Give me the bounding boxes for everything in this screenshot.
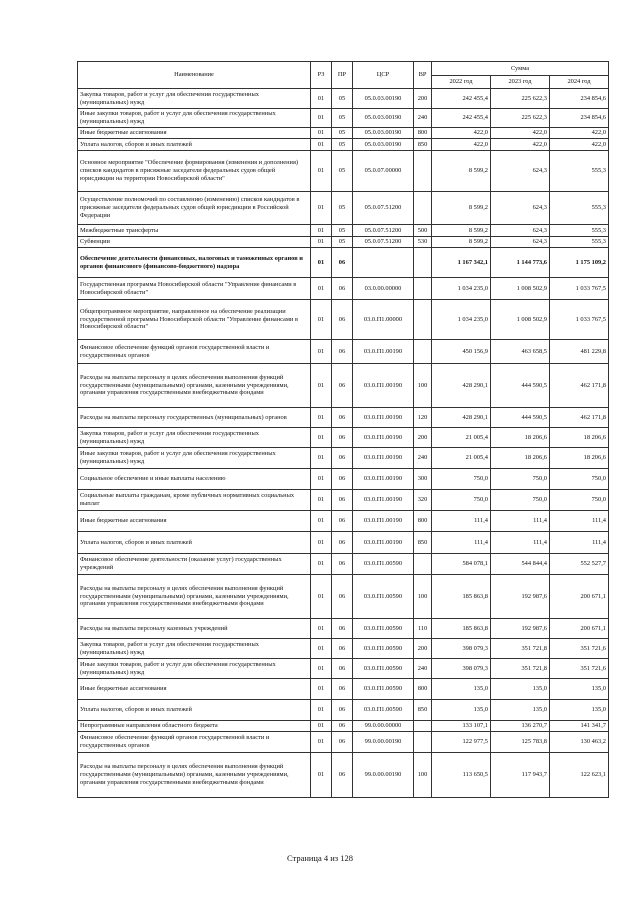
cell-y3: 141 341,7 (550, 721, 609, 732)
cell-y1: 135,0 (432, 700, 491, 721)
cell-y2: 225 622,3 (491, 89, 550, 109)
cell-y2: 225 622,3 (491, 109, 550, 128)
cell-y2: 111,4 (491, 511, 550, 532)
cell-y3: 552 527,7 (550, 554, 609, 575)
page-number: Страница 4 из 128 (286, 853, 354, 863)
cell-pr: 06 (332, 490, 353, 511)
table-row (78, 248, 609, 278)
cell-csr: 03.0.П1.00190 (353, 364, 414, 408)
cell-y2: 624,3 (491, 237, 550, 248)
table-row (78, 340, 609, 364)
cell-csr: 03.0.П1.00190 (353, 469, 414, 490)
cell-vr: 530 (414, 237, 432, 248)
cell-name: Государственная программа Новосибирской области "Управление финансами в Новосибирской области" (78, 278, 311, 300)
cell-y3: 234 854,6 (550, 89, 609, 109)
cell-y3: 422,0 (550, 139, 609, 151)
table-row (78, 448, 609, 469)
cell-name: Общепрограммное мероприятие, направленное на обеспечение реализации государственной программы Новосибирской области "Управление финансами в Новосибирской области" (78, 300, 311, 340)
cell-pr: 06 (332, 248, 353, 278)
cell-y2: 192 987,6 (491, 619, 550, 639)
cell-y1: 1 034 235,0 (432, 278, 491, 300)
cell-csr: 99.0.00.00190 (353, 753, 414, 798)
cell-y3: 462 171,8 (550, 364, 609, 408)
cell-name: Финансовое обеспечение функций органов государственной власти и государственных органов (78, 732, 311, 753)
cell-y2: 351 721,8 (491, 639, 550, 659)
cell-vr (414, 300, 432, 340)
cell-vr (414, 278, 432, 300)
cell-y1: 8 599,2 (432, 151, 491, 192)
cell-vr: 200 (414, 428, 432, 448)
cell-name: Расходы на выплаты персоналу государственных (муниципальных) органов (78, 408, 311, 428)
cell-vr: 240 (414, 448, 432, 469)
table-row (78, 139, 609, 151)
cell-pr: 06 (332, 278, 353, 300)
table-row (78, 278, 609, 300)
cell-name: Финансовое обеспечение деятельности (оказание услуг) государственных учреждений (78, 554, 311, 575)
cell-pr: 05 (332, 89, 353, 109)
budget-table (77, 61, 609, 798)
cell-vr: 110 (414, 619, 432, 639)
cell-vr: 320 (414, 490, 432, 511)
cell-rz: 01 (311, 278, 332, 300)
cell-vr (414, 192, 432, 225)
cell-rz: 01 (311, 721, 332, 732)
cell-y2: 117 943,7 (491, 753, 550, 798)
cell-csr: 03.0.00.00000 (353, 278, 414, 300)
cell-vr (414, 732, 432, 753)
cell-pr: 06 (332, 732, 353, 753)
cell-pr: 06 (332, 469, 353, 490)
cell-csr: 03.0.П1.00190 (353, 490, 414, 511)
cell-y3: 135,0 (550, 700, 609, 721)
cell-y3: 135,0 (550, 679, 609, 700)
table-row (78, 532, 609, 554)
cell-csr: 05.0.07.51200 (353, 192, 414, 225)
cell-vr: 850 (414, 532, 432, 554)
cell-y2: 351 721,8 (491, 659, 550, 679)
cell-y1: 422,0 (432, 139, 491, 151)
cell-name: Субвенции (78, 237, 311, 248)
cell-csr: 03.0.П1.00190 (353, 532, 414, 554)
cell-name: Уплата налогов, сборов и иных платежей (78, 139, 311, 151)
cell-csr: 03.0.П1.00590 (353, 575, 414, 619)
cell-csr: 03.0.П1.00590 (353, 659, 414, 679)
cell-csr: 03.0.П1.00190 (353, 448, 414, 469)
cell-pr: 06 (332, 428, 353, 448)
cell-y3: 555,3 (550, 237, 609, 248)
cell-name: Межбюджетные трансферты (78, 225, 311, 237)
cell-rz: 01 (311, 192, 332, 225)
cell-csr: 05.0.03.00190 (353, 109, 414, 128)
cell-rz: 01 (311, 659, 332, 679)
cell-rz: 01 (311, 700, 332, 721)
cell-y1: 133 107,1 (432, 721, 491, 732)
cell-y3: 555,3 (550, 151, 609, 192)
cell-y1: 135,0 (432, 679, 491, 700)
cell-pr: 06 (332, 532, 353, 554)
table-row (78, 490, 609, 511)
cell-y3: 111,4 (550, 532, 609, 554)
cell-rz: 01 (311, 139, 332, 151)
header-sums: Сумма (432, 62, 609, 76)
cell-csr: 03.0.П1.00190 (353, 428, 414, 448)
cell-y2: 192 987,6 (491, 575, 550, 619)
cell-vr: 800 (414, 511, 432, 532)
cell-pr: 06 (332, 659, 353, 679)
cell-y2: 422,0 (491, 139, 550, 151)
table-row (78, 554, 609, 575)
cell-rz: 01 (311, 109, 332, 128)
cell-csr: 03.0.П1.00590 (353, 700, 414, 721)
cell-name: Иные закупки товаров, работ и услуг для обеспечения государственных (муниципальных) нужд (78, 109, 311, 128)
cell-name: Уплата налогов, сборов и иных платежей (78, 532, 311, 554)
cell-name: Основное мероприятие "Обеспечение формирования (изменения и дополнения) списков кандидатов в присяжные заседатели федеральных судов общей юрисдикции на территории Новосибирской области" (78, 151, 311, 192)
cell-name: Осуществление полномочий по составлению (изменению) списков кандидатов в присяжные заседатели федеральных судов общей юрисдикции в Российской Федерации (78, 192, 311, 225)
cell-y3: 481 229,8 (550, 340, 609, 364)
cell-pr: 05 (332, 139, 353, 151)
cell-rz: 01 (311, 732, 332, 753)
cell-y2: 444 590,5 (491, 364, 550, 408)
cell-name: Уплата налогов, сборов и иных платежей (78, 700, 311, 721)
cell-pr: 05 (332, 237, 353, 248)
table-row (78, 721, 609, 732)
cell-rz: 01 (311, 428, 332, 448)
cell-vr: 500 (414, 225, 432, 237)
cell-name: Социальное обеспечение и иные выплаты населению (78, 469, 311, 490)
cell-csr: 03.0.П1.00000 (353, 300, 414, 340)
cell-csr: 03.0.П1.00190 (353, 340, 414, 364)
table-row (78, 732, 609, 753)
cell-name: Иные бюджетные ассигнования (78, 679, 311, 700)
cell-y3: 200 671,1 (550, 619, 609, 639)
cell-pr: 06 (332, 721, 353, 732)
cell-y1: 750,0 (432, 490, 491, 511)
cell-name: Закупка товаров, работ и услуг для обеспечения государственных (муниципальных) нужд (78, 639, 311, 659)
table-row (78, 659, 609, 679)
cell-rz: 01 (311, 575, 332, 619)
cell-y1: 584 078,1 (432, 554, 491, 575)
cell-vr (414, 248, 432, 278)
table-row (78, 300, 609, 340)
table-row (78, 619, 609, 639)
cell-y1: 242 455,4 (432, 89, 491, 109)
cell-pr: 06 (332, 575, 353, 619)
cell-rz: 01 (311, 753, 332, 798)
cell-y3: 234 854,6 (550, 109, 609, 128)
cell-y2: 463 658,5 (491, 340, 550, 364)
cell-y1: 21 005,4 (432, 428, 491, 448)
cell-rz: 01 (311, 679, 332, 700)
cell-csr: 05.0.03.00190 (353, 139, 414, 151)
cell-pr: 06 (332, 408, 353, 428)
cell-rz: 01 (311, 511, 332, 532)
table-row (78, 89, 609, 109)
cell-vr (414, 340, 432, 364)
cell-y1: 398 079,3 (432, 659, 491, 679)
cell-y1: 750,0 (432, 469, 491, 490)
cell-y1: 398 079,3 (432, 639, 491, 659)
cell-y3: 1 033 767,5 (550, 300, 609, 340)
header-name: Наименование (78, 62, 311, 89)
cell-pr: 06 (332, 448, 353, 469)
cell-csr: 03.0.П1.00190 (353, 511, 414, 532)
table-row (78, 225, 609, 237)
cell-y2: 422,0 (491, 128, 550, 139)
cell-y1: 422,0 (432, 128, 491, 139)
cell-vr: 240 (414, 659, 432, 679)
cell-y1: 1 167 342,1 (432, 248, 491, 278)
cell-y1: 450 156,9 (432, 340, 491, 364)
cell-rz: 01 (311, 300, 332, 340)
cell-rz: 01 (311, 151, 332, 192)
cell-csr: 99.0.00.00190 (353, 732, 414, 753)
cell-pr: 06 (332, 300, 353, 340)
cell-vr: 100 (414, 753, 432, 798)
cell-pr: 05 (332, 225, 353, 237)
cell-y3: 18 206,6 (550, 448, 609, 469)
table-row (78, 511, 609, 532)
cell-y2: 1 008 502,9 (491, 278, 550, 300)
cell-y1: 8 599,2 (432, 225, 491, 237)
cell-name: Закупка товаров, работ и услуг для обеспечения государственных (муниципальных) нужд (78, 428, 311, 448)
table-row (78, 700, 609, 721)
cell-vr: 120 (414, 408, 432, 428)
cell-rz: 01 (311, 237, 332, 248)
cell-pr: 06 (332, 639, 353, 659)
cell-rz: 01 (311, 619, 332, 639)
cell-rz: 01 (311, 639, 332, 659)
cell-y2: 135,0 (491, 700, 550, 721)
cell-y2: 136 270,7 (491, 721, 550, 732)
cell-vr: 100 (414, 364, 432, 408)
cell-y3: 462 171,8 (550, 408, 609, 428)
cell-pr: 06 (332, 619, 353, 639)
header-rz: РЗ (311, 62, 332, 89)
cell-vr: 240 (414, 109, 432, 128)
cell-y1: 111,4 (432, 511, 491, 532)
cell-csr: 05.0.03.00190 (353, 89, 414, 109)
header-year-2024: 2024 год (550, 76, 609, 89)
table-row (78, 109, 609, 128)
cell-y2: 111,4 (491, 532, 550, 554)
cell-y2: 18 206,6 (491, 448, 550, 469)
cell-vr: 100 (414, 575, 432, 619)
table-row (78, 428, 609, 448)
cell-pr: 06 (332, 679, 353, 700)
cell-vr: 850 (414, 700, 432, 721)
cell-pr: 06 (332, 753, 353, 798)
cell-pr: 06 (332, 554, 353, 575)
cell-y3: 18 206,6 (550, 428, 609, 448)
cell-pr: 06 (332, 364, 353, 408)
cell-vr: 200 (414, 639, 432, 659)
cell-y3: 1 175 109,2 (550, 248, 609, 278)
cell-y2: 1 144 773,6 (491, 248, 550, 278)
cell-pr: 06 (332, 340, 353, 364)
table-row (78, 364, 609, 408)
cell-y2: 544 844,4 (491, 554, 550, 575)
cell-rz: 01 (311, 448, 332, 469)
cell-y2: 624,3 (491, 151, 550, 192)
cell-name: Иные закупки товаров, работ и услуг для обеспечения государственных (муниципальных) нужд (78, 659, 311, 679)
cell-y3: 1 033 767,5 (550, 278, 609, 300)
cell-name: Финансовое обеспечение функций органов государственной власти и государственных органов (78, 340, 311, 364)
cell-name: Иные бюджетные ассигнования (78, 511, 311, 532)
table-row (78, 753, 609, 798)
cell-y3: 555,3 (550, 225, 609, 237)
cell-vr (414, 554, 432, 575)
cell-y1: 21 005,4 (432, 448, 491, 469)
table-row (78, 237, 609, 248)
cell-pr: 05 (332, 128, 353, 139)
table-row (78, 639, 609, 659)
cell-pr: 06 (332, 700, 353, 721)
cell-rz: 01 (311, 225, 332, 237)
table-body (78, 89, 609, 798)
cell-csr (353, 248, 414, 278)
table-row (78, 151, 609, 192)
cell-csr: 03.0.П1.00190 (353, 408, 414, 428)
cell-y1: 428 290,1 (432, 364, 491, 408)
cell-vr (414, 151, 432, 192)
cell-csr: 05.0.07.51200 (353, 225, 414, 237)
cell-vr: 200 (414, 89, 432, 109)
cell-name: Расходы на выплаты персоналу казенных учреждений (78, 619, 311, 639)
cell-y1: 8 599,2 (432, 237, 491, 248)
cell-y2: 444 590,5 (491, 408, 550, 428)
cell-y3: 351 721,6 (550, 659, 609, 679)
cell-y3: 351 721,6 (550, 639, 609, 659)
table-header (78, 62, 609, 89)
cell-name: Иные бюджетные ассигнования (78, 128, 311, 139)
cell-rz: 01 (311, 554, 332, 575)
cell-rz: 01 (311, 128, 332, 139)
cell-y2: 750,0 (491, 490, 550, 511)
cell-name: Расходы на выплаты персоналу в целях обеспечения выполнения функций государственными (муниципальными) органами, казенными учреждениями, органами управления государственными внебюджетными фондами (78, 753, 311, 798)
cell-y1: 185 863,8 (432, 619, 491, 639)
cell-name: Социальные выплаты гражданам, кроме публичных нормативных социальных выплат (78, 490, 311, 511)
cell-y2: 135,0 (491, 679, 550, 700)
cell-y1: 113 650,5 (432, 753, 491, 798)
cell-y3: 111,4 (550, 511, 609, 532)
cell-vr: 300 (414, 469, 432, 490)
table-row (78, 128, 609, 139)
cell-y2: 624,3 (491, 192, 550, 225)
cell-y2: 125 783,8 (491, 732, 550, 753)
cell-name: Закупка товаров, работ и услуг для обеспечения государственных (муниципальных) нужд (78, 89, 311, 109)
cell-pr: 05 (332, 151, 353, 192)
header-pr: ПР (332, 62, 353, 89)
cell-y1: 185 863,8 (432, 575, 491, 619)
cell-y3: 422,0 (550, 128, 609, 139)
cell-y1: 122 977,5 (432, 732, 491, 753)
cell-rz: 01 (311, 364, 332, 408)
cell-y3: 750,0 (550, 490, 609, 511)
cell-pr: 05 (332, 109, 353, 128)
cell-y2: 750,0 (491, 469, 550, 490)
cell-name: Непрограммные направления областного бюджета (78, 721, 311, 732)
cell-y3: 130 463,2 (550, 732, 609, 753)
cell-rz: 01 (311, 408, 332, 428)
header-vr: ВР (414, 62, 432, 89)
cell-pr: 05 (332, 192, 353, 225)
cell-y1: 242 455,4 (432, 109, 491, 128)
cell-vr: 850 (414, 139, 432, 151)
cell-name: Расходы на выплаты персоналу в целях обеспечения выполнения функций государственными (муниципальными) органами, казенными учреждениями, органами управления государственными внебюджетными фондами (78, 575, 311, 619)
cell-rz: 01 (311, 89, 332, 109)
table-row (78, 575, 609, 619)
cell-rz: 01 (311, 490, 332, 511)
cell-csr: 03.0.П1.00590 (353, 554, 414, 575)
header-year-2023: 2023 год (491, 76, 550, 89)
cell-y3: 750,0 (550, 469, 609, 490)
cell-rz: 01 (311, 532, 332, 554)
cell-y3: 122 623,1 (550, 753, 609, 798)
header-csr: ЦСР (353, 62, 414, 89)
cell-vr: 800 (414, 679, 432, 700)
cell-pr: 06 (332, 511, 353, 532)
cell-name: Иные закупки товаров, работ и услуг для обеспечения государственных (муниципальных) нужд (78, 448, 311, 469)
cell-csr: 03.0.П1.00590 (353, 639, 414, 659)
cell-vr (414, 721, 432, 732)
table-row (78, 408, 609, 428)
header-year-2022: 2022 год (432, 76, 491, 89)
cell-y2: 624,3 (491, 225, 550, 237)
cell-csr: 05.0.07.00000 (353, 151, 414, 192)
cell-csr: 05.0.03.00190 (353, 128, 414, 139)
cell-rz: 01 (311, 248, 332, 278)
cell-csr: 05.0.07.51200 (353, 237, 414, 248)
table-row (78, 679, 609, 700)
cell-y2: 1 008 502,9 (491, 300, 550, 340)
cell-csr: 99.0.00.00000 (353, 721, 414, 732)
cell-y1: 8 599,2 (432, 192, 491, 225)
cell-y3: 200 671,1 (550, 575, 609, 619)
cell-csr: 03.0.П1.00590 (353, 679, 414, 700)
cell-rz: 01 (311, 340, 332, 364)
cell-y1: 1 034 235,0 (432, 300, 491, 340)
cell-rz: 01 (311, 469, 332, 490)
cell-y2: 18 206,6 (491, 428, 550, 448)
cell-vr: 800 (414, 128, 432, 139)
cell-csr: 03.0.П1.00590 (353, 619, 414, 639)
table-row (78, 192, 609, 225)
cell-name: Обеспечение деятельности финансовых, налоговых и таможенных органов и органов финансового (финансово-бюджетного) надзора (78, 248, 311, 278)
cell-y3: 555,3 (550, 192, 609, 225)
cell-y1: 428 290,1 (432, 408, 491, 428)
cell-y1: 111,4 (432, 532, 491, 554)
cell-name: Расходы на выплаты персоналу в целях обеспечения выполнения функций государственными (муниципальными) органами, казенными учреждениями, органами управления государственными внебюджетными фондами (78, 364, 311, 408)
table-row (78, 469, 609, 490)
